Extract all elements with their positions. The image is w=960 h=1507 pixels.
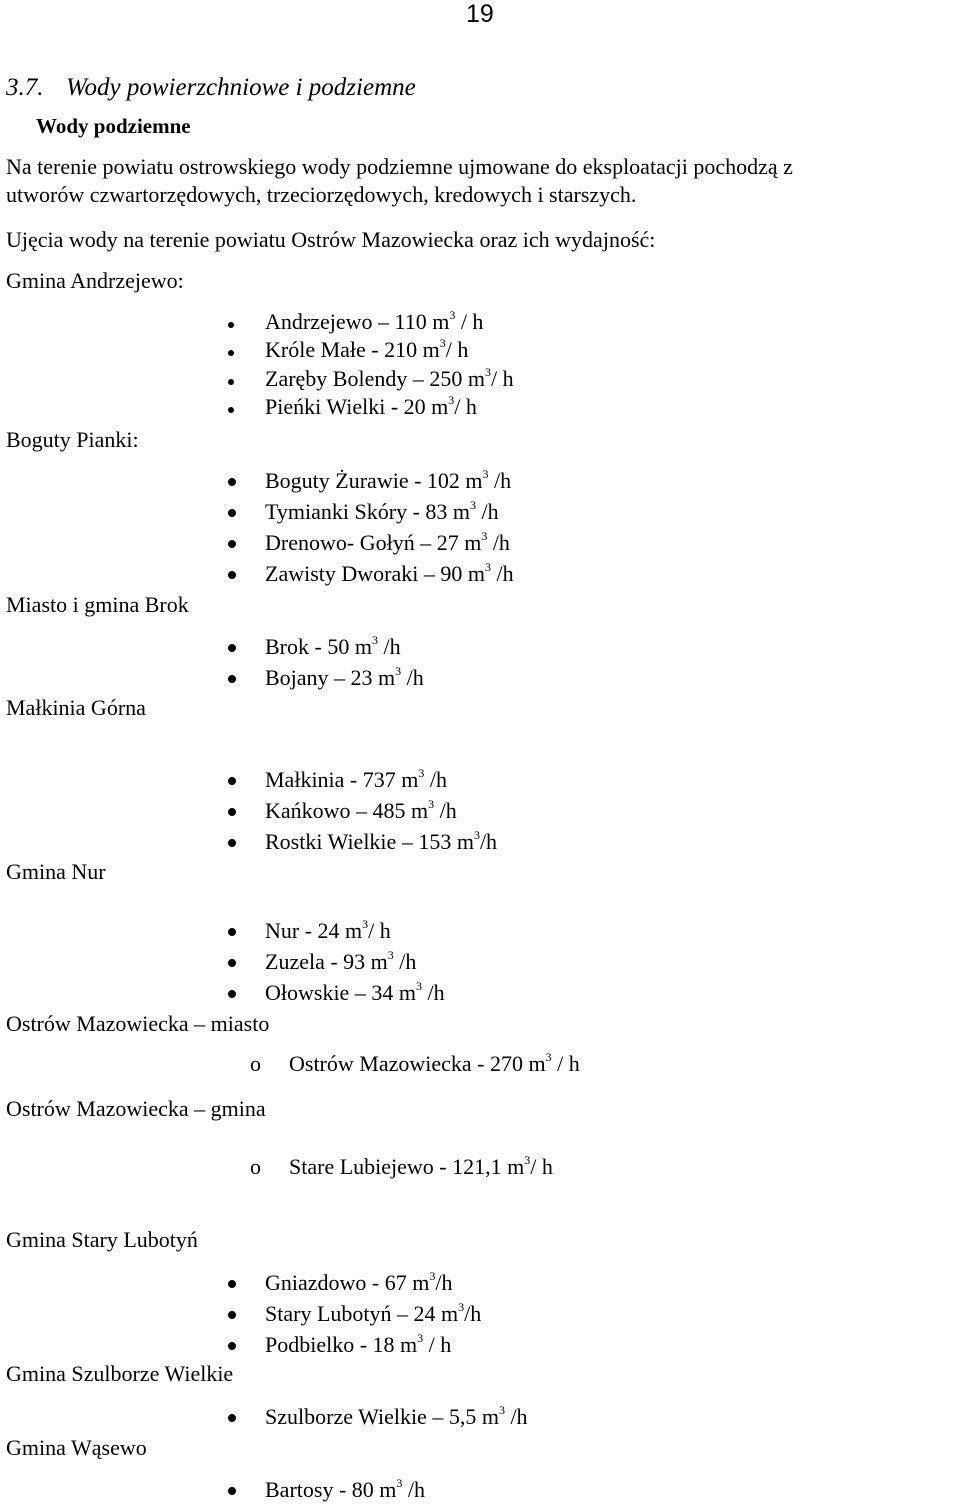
group-name: Gmina Andrzejewo: (6, 268, 184, 293)
section-subtitle: Wody podziemne (36, 114, 191, 138)
list-marker: o (250, 1051, 261, 1076)
bullet-icon (228, 1414, 236, 1422)
section-number: 3.7. (6, 74, 44, 101)
bullet-icon (228, 959, 236, 967)
list-item: Zaręby Bolendy – 250 $m^3/$ h (265, 365, 514, 391)
section-heading (6, 75, 416, 100)
list-item: Szulborze Wielkie – 5,5 $m^3$ /h (265, 1403, 528, 1429)
bullet-icon (228, 990, 236, 998)
group-name: Małkinia Górna (6, 695, 146, 720)
group-name: Gmina Szulborze Wielkie (6, 1361, 234, 1386)
list-item: Zawisty Dworaki – 90 $m^3$ /h (265, 560, 514, 586)
list-item: Ostrów Mazowiecka - 270 $m^3$ / h (289, 1050, 580, 1076)
bullet-icon (228, 379, 234, 385)
group-name: Gmina Wąsewo (6, 1435, 147, 1460)
group-name: Gmina Nur (6, 859, 106, 884)
list-item: Stare Lubiejewo - 121,1 $m^3/$ h (289, 1153, 553, 1179)
intro-line-1: Na terenie powiatu ostrowskiego wody podziemne ujmowane do eksploatacji pochodzą z (6, 154, 793, 179)
list-item: Brok - 50 $m^3$ /h (265, 633, 401, 659)
bullet-icon (228, 571, 236, 579)
list-item: Kańkowo – 485 $m^3$ /h (265, 797, 457, 823)
group-name: Ostrów Mazowiecka – gmina (6, 1096, 266, 1121)
bullet-icon (228, 478, 236, 486)
bullet-icon (228, 540, 236, 548)
group-name: Boguty Pianki: (6, 427, 139, 452)
bullet-icon (228, 808, 236, 816)
bullet-icon (228, 675, 236, 683)
list-item: Nur - 24 $m^3/$ h (265, 917, 391, 943)
section-title: Wody powierzchniowe i podziemne (66, 74, 416, 101)
page-number: 19 (466, 0, 494, 28)
bullet-icon (228, 839, 236, 847)
list-item: Stary Lubotyń – 24 $m^3/h$ (265, 1300, 482, 1326)
list-item: Zuzela - 93 $m^3$ /h (265, 948, 417, 974)
list-item: Małkinia - 737 $m^3$ /h (265, 766, 447, 792)
group-name: Gmina Stary Lubotyń (6, 1227, 198, 1252)
intro-line-2: utworów czwartorzędowych, trzeciorzędowych, kredowych i starszych. (6, 182, 637, 207)
bullet-icon (228, 1311, 236, 1319)
list-item: Rostki Wielkie – 153 $m^3/h$ (265, 828, 498, 854)
group-name: Ostrów Mazowiecka – miasto (6, 1011, 270, 1036)
bullet-icon (228, 509, 236, 517)
bullet-icon (228, 1487, 236, 1495)
list-item: Drenowo- Gołyń – 27 $m^3$ /h (265, 529, 510, 555)
bullet-icon (228, 350, 234, 356)
list-item: Ołowskie – 34 $m^3$ /h (265, 979, 445, 1005)
list-item: Bartosy - 80 $m^3$ /h (265, 1476, 426, 1502)
list-item: Andrzejewo – 110 $m^3$ / h (265, 308, 484, 334)
list-item: Króle Małe - 210 $m^3/$ h (265, 336, 469, 362)
bullet-icon (228, 928, 236, 936)
group-name: Miasto i gmina Brok (6, 592, 189, 617)
intro-line-3: Ujęcia wody na terenie powiatu Ostrów Mazowiecka oraz ich wydajność: (6, 227, 656, 252)
bullet-icon (228, 1342, 236, 1350)
bullet-icon (228, 322, 234, 328)
list-marker: o (250, 1154, 261, 1179)
bullet-icon (228, 644, 236, 652)
bullet-icon (228, 1280, 236, 1288)
list-item: Pieńki Wielki - 20 $m^3/$ h (265, 393, 477, 419)
list-item: Boguty Żurawie - 102 $m^3$ /h (265, 467, 512, 493)
bullet-icon (228, 407, 234, 413)
list-item: Podbielko - 18 $m^3$ / h (265, 1331, 452, 1357)
list-item: Tymianki Skóry - 83 $m^3$ /h (265, 498, 499, 524)
list-item: Bojany – 23 $m^3$ /h (265, 664, 424, 690)
bullet-icon (228, 777, 236, 785)
list-item: Gniazdowo - 67 $m^3/h$ (265, 1269, 453, 1295)
